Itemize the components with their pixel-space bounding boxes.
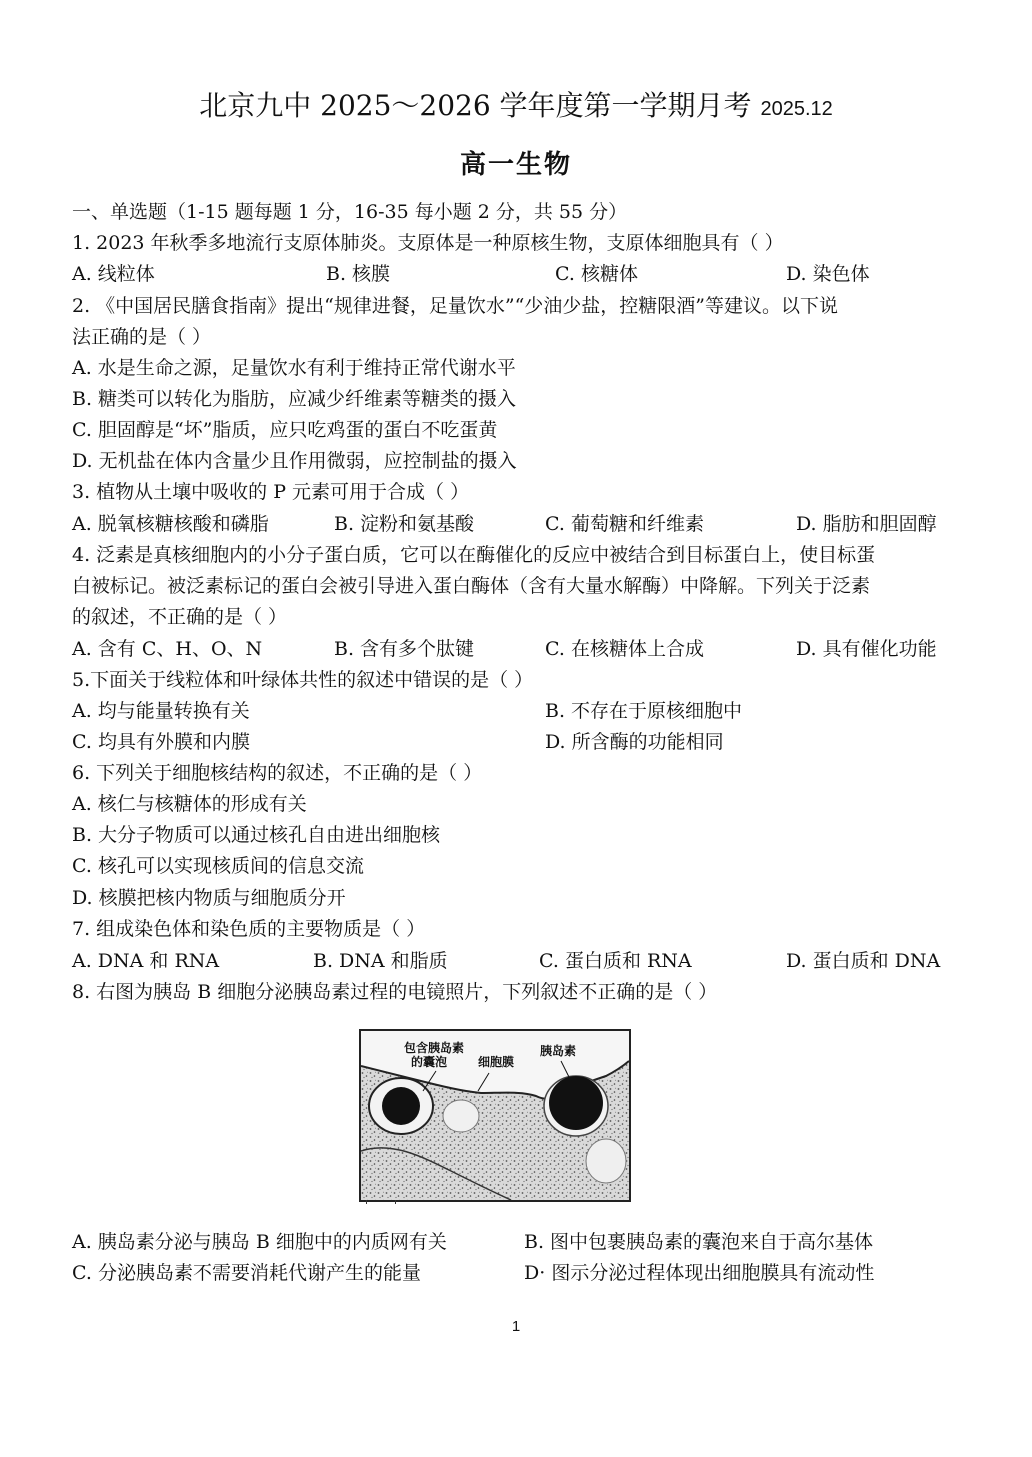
question-8-option-c: C. 分泌胰岛素不需要消耗代谢产生的能量 [72,1262,421,1284]
question-4-stem-line-3: 的叙述，不正确的是（ ） [72,606,288,628]
question-3-option-b: B. 淀粉和氨基酸 [334,513,475,535]
question-2-option-b: B. 糖类可以转化为脂肪，应减少纤维素等糖类的摄入 [72,388,517,410]
electron-micrograph-figure [359,1029,631,1202]
question-6-option-d: D. 核膜把核内物质与细胞质分开 [72,887,346,909]
question-8-option-d: D· 图示分泌过程体现出细胞膜具有流动性 [524,1262,875,1284]
question-2-stem-line-2: 法正确的是（ ） [72,326,212,348]
question-8-option-b: B. 图中包裹胰岛素的囊泡来自于高尔基体 [524,1231,874,1253]
scale-bar-tick-left [366,1200,367,1204]
exam-date: 2025.12 [760,98,833,120]
exam-subject: 高一生物 [459,150,572,180]
page-number: 1 [511,1318,521,1335]
question-4-option-a: A. 含有 C、H、O、N [72,638,263,660]
question-2-option-a: A. 水是生命之源，足量饮水有利于维持正常代谢水平 [72,357,516,379]
question-7-option-a: A. DNA 和 RNA [72,950,220,972]
question-3-stem: 3. 植物从土壤中吸收的 P 元素可用于合成（ ） [72,481,470,503]
question-1-option-a: A. 线粒体 [72,263,155,285]
question-6-option-c: C. 核孔可以实现核质间的信息交流 [72,855,364,877]
question-4-option-b: B. 含有多个肽键 [334,638,475,660]
question-1-option-c: C. 核糖体 [555,263,638,285]
question-5-option-d: D. 所含酶的功能相同 [545,731,724,753]
question-7-option-b: B. DNA 和脂质 [313,950,448,972]
question-6-option-a: A. 核仁与核糖体的形成有关 [72,793,307,815]
question-7-stem: 7. 组成染色体和染色质的主要物质是（ ） [72,918,426,940]
question-5-option-a: A. 均与能量转换有关 [72,700,250,722]
question-2-stem-line-1: 2. 《中国居民膳食指南》提出“规律进餐，足量饮水”“少油少盐，控糖限酒”等建议。以下说 [72,295,839,317]
question-4-stem-line-2: 白被标记。被泛素标记的蛋白会被引导进入蛋白酶体（含有大量水解酶）中降解。下列关于泛素 [72,575,871,597]
exam-title-text: 北京九中 2025～2026 学年度第一学期月考 [199,89,752,122]
question-2-option-d: D. 无机盐在体内含量少且作用微弱，应控制盐的摄入 [72,450,517,472]
question-3-option-a: A. 脱氧核糖核酸和磷脂 [72,513,269,535]
question-8-stem: 8. 右图为胰岛 B 细胞分泌胰岛素过程的电镜照片，下列叙述不正确的是（ ） [72,981,718,1003]
question-3-option-c: C. 葡萄糖和纤维素 [545,513,704,535]
question-6-option-b: B. 大分子物质可以通过核孔自由进出细胞核 [72,824,441,846]
question-5-option-c: C. 均具有外膜和内膜 [72,731,250,753]
figure-label-cell-membrane: 细胞膜 [477,1055,514,1069]
question-2-option-c: C. 胆固醇是“坏”脂质，应只吃鸡蛋的蛋白不吃蛋黄 [72,419,498,441]
question-4-stem-line-1: 4. 泛素是真核细胞内的小分子蛋白质，它可以在酶催化的反应中被结合到目标蛋白上，使目标蛋 [72,544,876,566]
question-1-stem: 1. 2023 年秋季多地流行支原体肺炎。支原体是一种原核生物，支原体细胞具有（ ） [72,232,784,254]
question-1-option-b: B. 核膜 [326,263,391,285]
question-5-option-b: B. 不存在于原核细胞中 [545,700,743,722]
exam-title [0,86,1032,129]
figure-label-vesicle-line-2: 的囊泡 [410,1055,447,1069]
figure-label-insulin: 胰岛素 [539,1044,576,1058]
question-7-option-c: C. 蛋白质和 RNA [539,950,692,972]
question-8-option-a: A. 胰岛素分泌与胰岛 B 细胞中的内质网有关 [72,1231,447,1253]
question-5-stem: 5.下面关于线粒体和叶绿体共性的叙述中错误的是（ ） [72,669,534,691]
figure-label-vesicle-line-1: 包含胰岛素 [403,1041,464,1055]
question-4-option-c: C. 在核糖体上合成 [545,638,704,660]
scale-bar-tick-right [395,1200,396,1204]
question-6-stem: 6. 下列关于细胞核结构的叙述，不正确的是（ ） [72,762,483,784]
question-4-option-d: D. 具有催化功能 [796,638,937,660]
question-1-option-d: D. 染色体 [786,263,870,285]
section-heading: 一、单选题（1-15 题每题 1 分，16-35 每小题 2 分，共 55 分） [72,201,628,223]
question-3-option-d: D. 脂肪和胆固醇 [796,513,937,535]
question-7-option-d: D. 蛋白质和 DNA [786,950,941,972]
